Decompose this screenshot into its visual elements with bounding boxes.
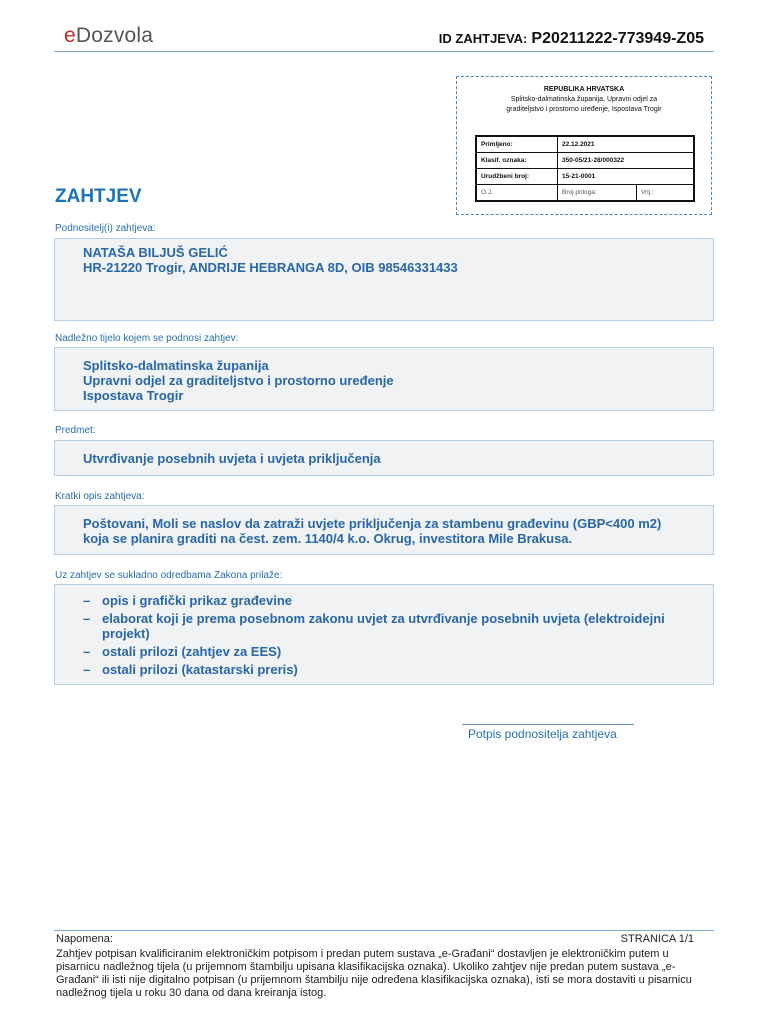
- signature-line: [462, 724, 634, 725]
- stamp-row-received: Primljeno: 22.12.2021: [476, 136, 694, 153]
- applicant-box: [54, 238, 714, 321]
- description-box: Poštovani, Moli se naslov da zatraži uvjete priključenja za stambenu građevinu (GBP<400 m2) koja se planira graditi na čest. zem. 1140/4 k.o. Okrug, investitora Mile Brakusa.: [54, 505, 714, 555]
- stamp-row-registry: Urudžbeni broj: 15-21-0001: [476, 169, 694, 185]
- description-label: Kratki opis zahtjeva:: [55, 491, 145, 502]
- request-id-label: ID ZAHTJEVA:: [438, 31, 528, 46]
- edozvola-logo: eDozvola: [64, 24, 154, 47]
- stamp-row-org: O.J. Broj priloga: Vrij.:: [476, 185, 694, 202]
- signature-label: Potpis podnositelja zahtjeva: [468, 727, 617, 741]
- footer-divider: [54, 930, 714, 931]
- stamp-row-class: Klasif. oznaka: 350-05/21-28/000322: [476, 153, 694, 169]
- note-label: Napomena:: [56, 933, 113, 945]
- subject-box: [54, 440, 714, 476]
- page-number: STRANICA 1/1: [620, 933, 694, 945]
- page-title: ZAHTJEV: [55, 186, 142, 207]
- attachments-box: [54, 584, 714, 685]
- authority-box: Splitsko-dalmatinska županija Upravni odjel za graditeljstvo i prostorno uređenje Ispostava Trogir: [54, 347, 714, 411]
- attachments-list: [83, 593, 685, 677]
- note-text: Zahtjev potpisan kvalificiranim elektroničkim potpisom i predan putem sustava „e-Građani“ dostavljen je elektroničkim putem u pisarnicu nadležnog tijela (u prijemnom štambilju upisana klasifikacijska oznaka). Ukoliko zahtjev nije predan putem sustava „e-Građani“ ili isti nije digitalno potpisan (u prijemnom štambilju nije određena klasifikacijska oznaka), isti se mora dostaviti u pisarnicu nadležnog tijela u roku 30 dana od dana kreiranja istog.: [56, 948, 692, 999]
- list-item: – ostali prilozi (zahtjev za EES): [83, 644, 282, 659]
- authority-label: Nadležno tijelo kojem se podnosi zahtjev:: [55, 333, 239, 344]
- attachments-label: Uz zahtjev se sukladno odredbama Zakona prilaže:: [55, 570, 283, 581]
- request-id: [439, 30, 704, 48]
- list-item: – opis i grafički prikaz građevine: [83, 593, 293, 608]
- stamp-table: [475, 135, 695, 202]
- header-divider: [54, 51, 714, 52]
- subject-label: Predmet:: [55, 425, 96, 436]
- request-id-value: P20211222-773949-Z05: [531, 30, 704, 47]
- stamp-heading: REPUBLIKA HRVATSKA Splitsko-dalmatinska županija, Upravni odjel za graditeljstvo i prostorno uređenje, Ispostava Trogir: [506, 86, 662, 113]
- applicant-name: NATAŠA BILJUŠ GELIĆ: [83, 245, 228, 260]
- applicant-label: Podnositelj(i) zahtjeva:: [55, 223, 156, 234]
- subject-text: Utvrđivanje posebnih uvjeta i uvjeta priključenja: [83, 451, 381, 466]
- applicant-address: HR-21220 Trogir, ANDRIJE HEBRANGA 8D, OIB 98546331433: [83, 260, 458, 275]
- reception-stamp: [456, 76, 712, 215]
- list-item: – elaborat koji je prema posebnom zakonu uvjet za utvrđivanje posebnih uvjeta (elektroidejni projekt): [83, 611, 665, 641]
- list-item: – ostali prilozi (katastarski preris): [83, 662, 298, 677]
